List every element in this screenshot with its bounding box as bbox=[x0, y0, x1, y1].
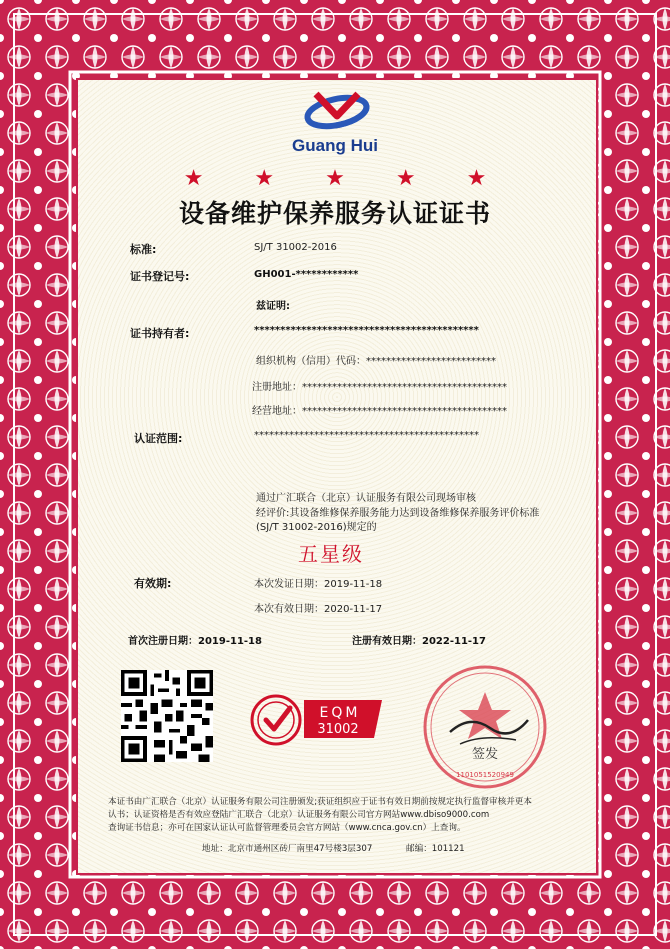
eqm-text: EQM bbox=[319, 705, 361, 721]
expire-date: 本次有效日期：2020-11-17 bbox=[254, 604, 383, 615]
footer-line2: 认书；认证资格是否有效应登陆广汇联合（北京）认证服务有限公司官方网站www.dbiso9000.com bbox=[108, 810, 490, 820]
business-address: 经营地址：***************************************** bbox=[252, 406, 507, 417]
registration-label: 证书登记号: bbox=[130, 270, 190, 283]
standard-value: SJ/T 31002-2016 bbox=[254, 242, 337, 253]
proof-label: 兹证明: bbox=[256, 301, 290, 312]
statement-line2: 经评价:其设备维修保养服务能力达到设备维修保养服务评价标准 bbox=[256, 508, 540, 519]
certificate-title: 设备维护保养服务认证证书 bbox=[178, 199, 491, 228]
footer-postcode: 邮编：101121 bbox=[406, 844, 465, 854]
grade-level: 五星级 bbox=[298, 542, 364, 566]
seal-sign: 签发 bbox=[471, 747, 499, 762]
footer-address: 地址：北京市通州区砖厂南里47号楼3层307 bbox=[202, 844, 373, 854]
first-registration-date: 首次注册日期：2019-11-18 bbox=[128, 636, 262, 647]
registration-valid-date: 注册有效日期：2022-11-17 bbox=[352, 636, 486, 647]
seal-number: 1101051520949 bbox=[456, 771, 514, 779]
registered-address: 注册地址：***************************************** bbox=[252, 382, 507, 393]
guang-hui-logo-icon bbox=[302, 86, 372, 136]
eqm-code: 31002 bbox=[317, 722, 359, 737]
validity-label: 有效期: bbox=[134, 577, 172, 590]
statement-line1: 通过广汇联合（北京）认证服务有限公司现场审核 bbox=[256, 493, 476, 504]
brand-name: Guang Hui bbox=[292, 136, 378, 155]
official-seal-stamp bbox=[420, 662, 550, 792]
statement-line3: (SJ/T 31002-2016)规定的 bbox=[256, 522, 377, 533]
scope-value: ********************************************* bbox=[254, 430, 479, 441]
org-code: 组织机构（信用）代码：************************** bbox=[256, 356, 496, 367]
footer-line3: 查询证书信息；亦可在国家认证认可监督管理委员会官方网站（www.cnca.gov.cn）上查询。 bbox=[108, 823, 466, 833]
qr-code-icon bbox=[121, 670, 213, 762]
holder-label: 证书持有者: bbox=[130, 327, 190, 340]
registration-value: GH001-************ bbox=[254, 269, 359, 280]
rating-stars: ★ ★ ★ ★ ★ bbox=[183, 166, 509, 191]
footer-line1: 本证书由广汇联合（北京）认证服务有限公司注册颁发;获证组织应于证书有效日期前按规定执行监督审核并更本 bbox=[108, 797, 532, 807]
eqm-mark bbox=[248, 690, 384, 750]
scope-label: 认证范围: bbox=[134, 432, 183, 445]
issue-date: 本次发证日期：2019-11-18 bbox=[254, 579, 383, 590]
holder-value: ******************************************* bbox=[254, 325, 479, 336]
standard-label: 标准: bbox=[130, 243, 157, 256]
